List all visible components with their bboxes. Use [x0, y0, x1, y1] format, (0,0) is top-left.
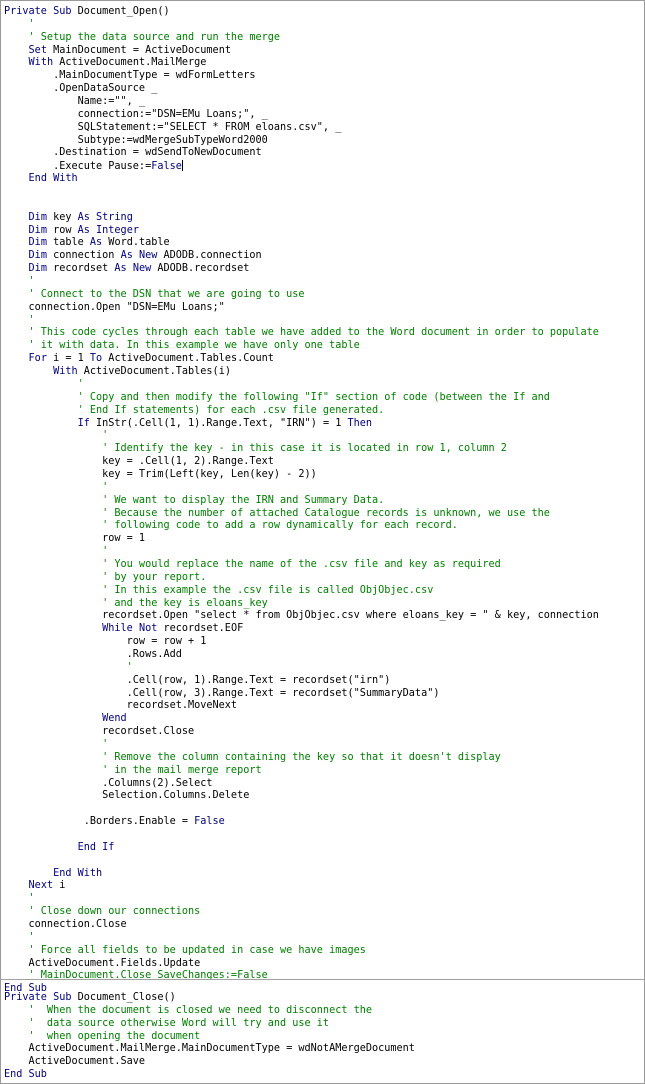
code-line[interactable] [1, 1018, 644, 1031]
code-line[interactable] [1, 688, 644, 701]
procedure-document-close[interactable] [1, 992, 644, 1082]
code-token: Subtype:=wdMergeSubTypeWord2000 [4, 134, 268, 146]
code-line[interactable] [1, 495, 644, 508]
code-token: ActiveDocument.Tables.Count [102, 353, 274, 365]
comment-token: ' [4, 738, 109, 750]
code-line[interactable] [1, 57, 644, 70]
code-line[interactable] [1, 32, 644, 45]
code-line[interactable] [1, 700, 644, 713]
code-token: ActiveDocument.Tables(i) [77, 366, 231, 378]
keyword-token: Dim [28, 237, 47, 249]
code-line[interactable] [1, 829, 644, 842]
keyword-token: Private Sub [4, 6, 72, 17]
code-token: key [46, 211, 78, 223]
code-token: table [46, 237, 90, 249]
code-token: .OpenDataSource _ [4, 83, 158, 95]
code-token [4, 212, 29, 223]
keyword-token: End Sub [4, 1069, 47, 1081]
code-line[interactable] [1, 598, 644, 611]
comment-token: ' This code cycles through each table we have added to the Word document in order to populate [4, 327, 599, 339]
keyword-token: Dim [28, 250, 47, 262]
code-line[interactable] [1, 122, 644, 135]
code-token: Word.table [102, 237, 170, 249]
code-token: SQLStatement:="SELECT * FROM eloans.csv", _ [4, 121, 342, 133]
code-token [4, 868, 53, 879]
code-token: ActiveDocument.MailMerge.MainDocumentType = wdNotAMergeDocument [4, 1043, 415, 1055]
code-token [4, 842, 78, 853]
code-line[interactable] [1, 212, 644, 225]
keyword-token: As New [114, 263, 152, 275]
comment-token: ' In this example the .csv file is called ObjObjec.csv [4, 584, 434, 596]
code-line[interactable] [1, 1005, 644, 1018]
comment-token: ' You would replace the name of the .csv file and key as required [4, 558, 501, 570]
code-line[interactable] [1, 906, 644, 919]
code-line[interactable] [1, 225, 644, 238]
code-line[interactable] [1, 1069, 644, 1082]
comment-token: ' [4, 893, 35, 905]
code-token: .Cell(row, 1).Range.Text = recordset("irn") [4, 674, 391, 686]
comment-token: ' Setup the data source and run the merge [4, 31, 281, 43]
code-token: .Cell(row, 3).Range.Text = recordset("SummaryData") [4, 687, 440, 699]
code-line[interactable] [1, 778, 644, 791]
code-line[interactable] [1, 83, 644, 96]
procedure-document-open[interactable] [1, 6, 644, 996]
keyword-token: Set [28, 44, 47, 56]
code-token [4, 263, 29, 274]
keyword-token: End Sub [4, 983, 47, 995]
code-line[interactable] [1, 276, 644, 289]
keyword-token: Then [347, 417, 373, 429]
keyword-token: With [28, 57, 54, 69]
comment-token: ' in the mail merge report [4, 764, 262, 776]
keyword-token: End With [28, 173, 78, 185]
code-line[interactable] [1, 392, 644, 405]
code-line[interactable] [1, 147, 644, 160]
code-token: .Columns(2).Select [4, 777, 213, 789]
code-line[interactable] [1, 649, 644, 662]
code-line[interactable] [1, 418, 644, 431]
code-token: row = 1 [4, 533, 146, 545]
code-token: .Destination = wdSendToNewDocument [4, 147, 262, 159]
code-line[interactable] [1, 790, 644, 803]
code-line[interactable] [1, 970, 644, 983]
code-line[interactable] [1, 315, 644, 328]
keyword-token: Private Sub [4, 992, 72, 1003]
comment-token: ' Remove the column containing the key so that it doesn't display [4, 751, 501, 763]
code-line[interactable] [1, 585, 644, 598]
code-token: key = .Cell(1, 2).Range.Text [4, 456, 274, 468]
code-token [4, 880, 29, 891]
code-token: connection.Open "DSN=EMu Loans;" [4, 301, 225, 313]
code-token [4, 237, 29, 248]
code-token: connection.Close [4, 919, 127, 931]
keyword-token: As [89, 237, 103, 249]
keyword-token: False [151, 161, 182, 173]
code-token: connection:="DSN=EMu Loans;", _ [4, 108, 268, 120]
code-line[interactable] [1, 572, 644, 585]
code-token [4, 225, 29, 236]
keyword-token: As String [77, 211, 133, 223]
code-line[interactable] [1, 327, 644, 340]
comment-token: ' following code to add a row dynamically for each record. [4, 520, 458, 532]
code-line[interactable] [1, 726, 644, 739]
code-line[interactable] [1, 546, 644, 559]
code-line[interactable] [1, 868, 644, 881]
code-line[interactable] [1, 379, 644, 392]
code-line[interactable] [1, 443, 644, 456]
code-line[interactable] [1, 1043, 644, 1056]
code-token: recordset.Close [4, 726, 195, 738]
code-token [4, 366, 53, 377]
procedure-separator [1, 979, 644, 980]
code-line[interactable] [1, 919, 644, 932]
comment-token: ' Connect to the DSN that we are going to use [4, 288, 305, 300]
code-line[interactable] [1, 610, 644, 623]
code-line[interactable] [1, 302, 644, 315]
code-token: Name:="", _ [4, 96, 146, 108]
code-line[interactable] [1, 508, 644, 521]
keyword-token: Dim [28, 263, 47, 275]
comment-token: ' [4, 276, 35, 288]
keyword-token: Next [28, 880, 54, 892]
code-line[interactable] [1, 45, 644, 58]
comment-token: ' it with data. In this example we have only one table [4, 340, 360, 352]
code-token: ADODB.recordset [151, 263, 250, 275]
keyword-token: As New [120, 250, 158, 262]
code-line[interactable] [1, 405, 644, 418]
code-line[interactable] [1, 160, 644, 173]
code-line[interactable] [1, 263, 644, 276]
code-line[interactable] [1, 109, 644, 122]
code-token [4, 623, 102, 634]
keyword-token: False [194, 816, 225, 828]
code-token: .Execute Pause:= [4, 161, 152, 173]
code-line[interactable] [1, 675, 644, 688]
code-token: recordset.Open "select * from ObjObjec.csv where eloans_key = " & key, connection [4, 610, 599, 622]
comment-token: ' [4, 661, 133, 673]
comment-token: ' When the document is closed we need to disconnect the [4, 1004, 373, 1016]
keyword-token: Dim [28, 211, 47, 223]
code-token [4, 418, 78, 429]
code-line[interactable] [1, 739, 644, 752]
comment-token: ' MainDocument.Close SaveChanges:=False [4, 970, 268, 982]
keyword-token: With [53, 366, 78, 378]
keyword-token: End If [77, 841, 115, 853]
code-line[interactable] [1, 186, 644, 199]
code-token: i = 1 [46, 353, 90, 365]
code-token: .MainDocumentType = wdFormLetters [4, 70, 256, 82]
code-line[interactable] [1, 816, 644, 829]
comment-token: ' [4, 481, 109, 493]
code-token: row = row + 1 [4, 636, 207, 648]
keyword-token: While Not [102, 623, 158, 635]
code-line[interactable] [1, 353, 644, 366]
comment-token: ' Force all fields to be updated in case we have images [4, 944, 366, 956]
keyword-token: For [28, 353, 47, 365]
comment-token: ' Close down our connections [4, 906, 201, 918]
comment-token: ' We want to display the IRN and Summary Data. [4, 494, 385, 506]
code-token [4, 713, 102, 724]
comment-token: ' by your report. [4, 571, 207, 583]
code-token [4, 250, 29, 261]
code-token [4, 45, 29, 56]
code-line[interactable] [1, 456, 644, 469]
code-line[interactable] [1, 520, 644, 533]
code-line[interactable] [1, 482, 644, 495]
comment-token: ' End If statements) for each .csv file generated. [4, 404, 385, 416]
code-token: Selection.Columns.Delete [4, 790, 250, 802]
code-line[interactable] [1, 752, 644, 765]
comment-token: ' data source otherwise Word will try and use it [4, 1017, 330, 1029]
comment-token: ' [4, 314, 35, 326]
code-line[interactable] [1, 893, 644, 906]
code-line[interactable] [1, 199, 644, 212]
code-token [4, 353, 29, 364]
code-token: .Rows.Add [4, 648, 182, 660]
comment-token: ' when opening the document [4, 1030, 201, 1042]
code-token: key = Trim(Left(key, Len(key) - 2)) [4, 468, 317, 480]
code-token: .Borders.Enable = [4, 816, 195, 828]
code-token: ActiveDocument.Save [4, 1056, 146, 1068]
code-line[interactable] [1, 713, 644, 726]
code-token: connection [46, 250, 121, 262]
keyword-token: If [77, 417, 90, 429]
comment-token: ' Copy and then modify the following "If" section of code (between the If and [4, 391, 550, 403]
keyword-token: Wend [102, 713, 127, 725]
code-token: InStr(.Cell(1, 1).Range.Text, "IRN") = 1 [89, 417, 348, 429]
comment-token: ' Because the number of attached Catalogue records is unknown, we use the [4, 507, 550, 519]
code-line[interactable] [1, 340, 644, 353]
code-token: Document_Close() [71, 992, 176, 1003]
code-line[interactable] [1, 623, 644, 636]
code-line[interactable] [1, 765, 644, 778]
code-token: Document_Open() [71, 6, 170, 17]
comment-token: ' Identify the key - in this case it is located in row 1, column 2 [4, 443, 507, 455]
code-line[interactable] [1, 932, 644, 945]
code-token: recordset.MoveNext [4, 700, 238, 712]
code-token: recordset [46, 263, 115, 275]
comment-token: ' [4, 18, 35, 30]
code-line[interactable] [1, 803, 644, 816]
code-line[interactable] [1, 636, 644, 649]
keyword-token: End With [53, 867, 103, 879]
code-line[interactable] [1, 880, 644, 893]
code-token: ActiveDocument.Fields.Update [4, 957, 201, 969]
comment-token: ' [4, 546, 109, 558]
code-line[interactable] [1, 366, 644, 379]
code-line[interactable] [1, 70, 644, 83]
code-line[interactable] [1, 1031, 644, 1044]
comment-token: ' [4, 430, 109, 442]
comment-token: ' [4, 931, 35, 943]
code-line[interactable] [1, 135, 644, 148]
code-token: recordset.EOF [157, 623, 244, 635]
code-token [4, 173, 29, 184]
code-line[interactable] [1, 469, 644, 482]
text-cursor [182, 160, 183, 171]
keyword-token: As Integer [77, 224, 139, 236]
code-line[interactable] [1, 855, 644, 868]
comment-token: ' and the key is eloans_key [4, 597, 268, 609]
code-token: ActiveDocument.MailMerge [53, 57, 207, 69]
code-token: MainDocument = ActiveDocument [46, 44, 231, 56]
code-line[interactable] [1, 430, 644, 443]
code-token: row [46, 224, 78, 236]
code-line[interactable] [1, 173, 644, 186]
code-token: i [53, 880, 66, 892]
code-line[interactable] [1, 250, 644, 263]
code-line[interactable] [1, 559, 644, 572]
code-line[interactable] [1, 533, 644, 546]
code-line[interactable] [1, 945, 644, 958]
code-line[interactable] [1, 1056, 644, 1069]
keyword-token: Dim [28, 224, 47, 236]
code-line[interactable] [1, 96, 644, 109]
keyword-token: To [89, 353, 103, 365]
comment-token: ' [4, 378, 84, 390]
code-line[interactable] [1, 6, 644, 19]
code-token [4, 57, 29, 68]
code-token: ADODB.connection [157, 250, 262, 262]
code-line[interactable] [1, 842, 644, 855]
code-line[interactable] [1, 992, 644, 1005]
code-line[interactable] [1, 958, 644, 971]
code-line[interactable] [1, 19, 644, 32]
code-line[interactable] [1, 289, 644, 302]
code-line[interactable] [1, 237, 644, 250]
code-line[interactable] [1, 662, 644, 675]
